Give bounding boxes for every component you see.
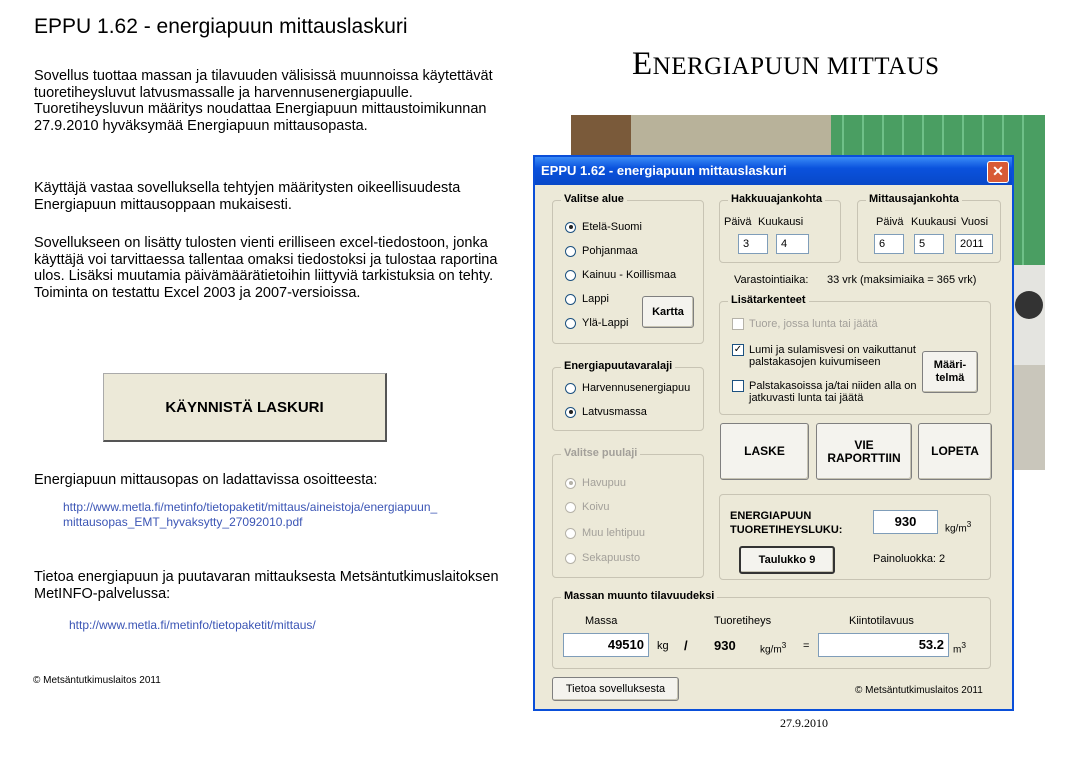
species-option-havupuu: Havupuu: [565, 477, 626, 489]
measure-year-label: Vuosi: [961, 216, 989, 228]
radio-icon: [565, 270, 576, 281]
harvest-day-input[interactable]: 3: [738, 234, 768, 254]
harvest-day-label: Päivä: [724, 216, 752, 228]
species-group: [552, 447, 704, 578]
right-heading-initial: E: [632, 46, 653, 82]
radio-selected-icon: [565, 478, 576, 489]
region-option-yla-lappi[interactable]: Ylä-Lappi: [565, 317, 628, 329]
region-option-etela-suomi[interactable]: Etelä-Suomi: [565, 221, 642, 233]
dialog-titlebar[interactable]: [535, 157, 1012, 185]
measure-date-group: [857, 193, 1001, 263]
harvest-date-group: [719, 193, 841, 263]
radio-selected-icon: [565, 222, 576, 233]
measure-month-label: Kuukausi: [911, 216, 957, 228]
measure-year-input[interactable]: 2011: [955, 234, 993, 254]
dialog-title: EPPU 1.62 - energiapuun mittauslaskuri: [541, 163, 787, 178]
harvest-month-label: Kuukausi: [758, 216, 804, 228]
equals-sign: =: [803, 640, 810, 652]
radio-icon: [565, 318, 576, 329]
region-group: [552, 193, 704, 344]
conversion-group: [552, 590, 991, 669]
radio-icon: [565, 383, 576, 394]
conversion-group-label: Massan muunto tilavuudeksi: [561, 590, 717, 602]
calculate-button[interactable]: LASKE: [720, 423, 809, 480]
copyright-text: © Metsäntutkimuslaitos 2011: [33, 675, 161, 686]
mass-input[interactable]: 49510: [563, 633, 649, 657]
guide-link[interactable]: http://www.metla.fi/metinfo/tietopaketit/mittaus/aineistoja/energiapuun_ mittausopas_EMT_hyvaksytty_27092010.pdf: [63, 500, 438, 529]
metinfo-link[interactable]: http://www.metla.fi/metinfo/tietopaketit/mittaus/: [69, 618, 316, 632]
dialog-copyright: © Metsäntutkimuslaitos 2011: [855, 685, 983, 696]
volume-unit: $m^3$: [953, 640, 966, 656]
table-9-button[interactable]: Taulukko 9: [739, 546, 835, 574]
species-option-koivu: Koivu: [565, 501, 610, 513]
extra-options-label: Lisätarkenteet: [728, 294, 809, 306]
volume-label: Kiintotilavuus: [849, 615, 914, 627]
measure-day-input[interactable]: 6: [874, 234, 904, 254]
density-result-label: ENERGIAPUUN TUORETIHEYSLUKU:: [730, 510, 843, 536]
species-option-sekapuusto: Sekapuusto: [565, 552, 640, 564]
density-result-value: 930: [873, 510, 938, 534]
assortment-group: [552, 360, 704, 431]
volume-output: 53.2: [818, 633, 949, 657]
quit-button[interactable]: LOPETA: [918, 423, 992, 480]
extra-option-continuous-snow[interactable]: Palstakasoissa ja/tai niiden alla on jatkuvasti lunta tai jäätä: [732, 380, 917, 404]
start-calculator-button[interactable]: KÄYNNISTÄ LASKURI: [103, 373, 387, 442]
date-label: 27.9.2010: [780, 716, 828, 730]
measure-day-label: Päivä: [876, 216, 904, 228]
result-group: [719, 494, 991, 580]
region-option-lappi[interactable]: Lappi: [565, 293, 609, 305]
page-title: EPPU 1.62 - energiapuun mittauslaskuri: [34, 15, 408, 38]
region-group-label: Valitse alue: [561, 193, 627, 205]
guide-text: Energiapuun mittausopas on ladattavissa osoitteesta:: [34, 472, 378, 488]
weight-class-label: Painoluokka: 2: [873, 553, 946, 565]
description-paragraph-1: Sovellus tuottaa massan ja tilavuuden välisissä muunnoissa käytettävät tuoretiheysluvut latvusmassalle ja harvennusenergiapuulle. Tuoretiheysluvun määritys noudattaa Energiapuun mittaustoimikunnan 27.9.2010 hyväksymää Energiapuun mittausopasta.: [34, 68, 493, 134]
radio-icon: [565, 528, 576, 539]
division-sign: /: [684, 638, 688, 653]
assortment-group-label: Energiapuutavaralaji: [561, 360, 675, 372]
assortment-option-latvusmassa[interactable]: Latvusmassa: [565, 406, 647, 418]
description-paragraph-3: Sovellukseen on lisätty tulosten vienti erilliseen excel-tiedostoon, jonka käyttäjä voi tarvittaessa tallentaa omaksi tiedostoksi ja tulostaa raportina ulos. Lisäksi muutamia päivämäärätietoihin liittyviä tarkistuksia on tehty. Toiminta on testattu Excel 2003 ja 2007-versioissa.: [34, 235, 498, 301]
density-unit: $kg/m^3$: [760, 640, 787, 656]
mass-label: Massa: [585, 615, 618, 627]
species-group-label: Valitse puulaji: [561, 447, 640, 459]
storage-time-value: 33 vrk (maksimiaika = 365 vrk): [827, 274, 977, 286]
right-heading-rest: NERGIAPUUN MITTAUS: [652, 53, 940, 80]
about-app-button[interactable]: Tietoa sovelluksesta: [552, 677, 679, 701]
checkbox-icon: [732, 318, 744, 330]
checkbox-icon: [732, 380, 744, 392]
close-icon[interactable]: ✕: [987, 161, 1009, 183]
checkbox-checked-icon: ✓: [733, 344, 743, 355]
extra-option-snow-melt[interactable]: ✓ Lumi ja sulamisvesi on vaikuttanut palstakasojen kuivumiseen: [733, 344, 916, 368]
radio-icon: [565, 294, 576, 305]
density-value: 930: [714, 638, 736, 653]
measure-date-label: Mittausajankohta: [866, 193, 962, 205]
extra-option-fresh-snow: Tuore, jossa lunta tai jäätä: [732, 318, 878, 330]
export-report-button[interactable]: VIE RAPORTTIIN: [816, 423, 912, 480]
species-option-muu-lehtipuu: Muu lehtipuu: [565, 527, 645, 539]
map-button[interactable]: Kartta: [642, 296, 694, 328]
region-option-pohjanmaa[interactable]: Pohjanmaa: [565, 245, 638, 257]
definition-button[interactable]: Määri-telmä: [922, 351, 978, 393]
right-heading: [632, 46, 940, 83]
radio-icon: [565, 553, 576, 564]
harvest-date-label: Hakkuuajankohta: [728, 193, 825, 205]
assortment-option-harvennus[interactable]: Harvennusenergiapuu: [565, 382, 690, 394]
measure-month-input[interactable]: 5: [914, 234, 944, 254]
extra-options-group: [719, 294, 991, 415]
region-option-kainuu[interactable]: Kainuu - Koillismaa: [565, 269, 676, 281]
radio-selected-icon: [565, 407, 576, 418]
description-paragraph-2: Käyttäjä vastaa sovelluksella tehtyjen määritysten oikeellisuudesta Energiapuun mittausoppaan mukaisesti.: [34, 180, 461, 213]
density-result-unit: $kg/m^3$: [945, 519, 972, 535]
density-label: Tuoretiheys: [714, 615, 772, 627]
calculator-dialog: [533, 155, 1014, 711]
mass-unit: kg: [657, 640, 669, 652]
radio-icon: [565, 246, 576, 257]
storage-time-label: Varastointiaika:: [734, 274, 809, 286]
radio-icon: [565, 502, 576, 513]
info-text: Tietoa energiapuun ja puutavaran mittauksesta Metsäntutkimuslaitoksen MetINFO-palvelussa:: [34, 569, 499, 602]
harvest-month-input[interactable]: 4: [776, 234, 809, 254]
